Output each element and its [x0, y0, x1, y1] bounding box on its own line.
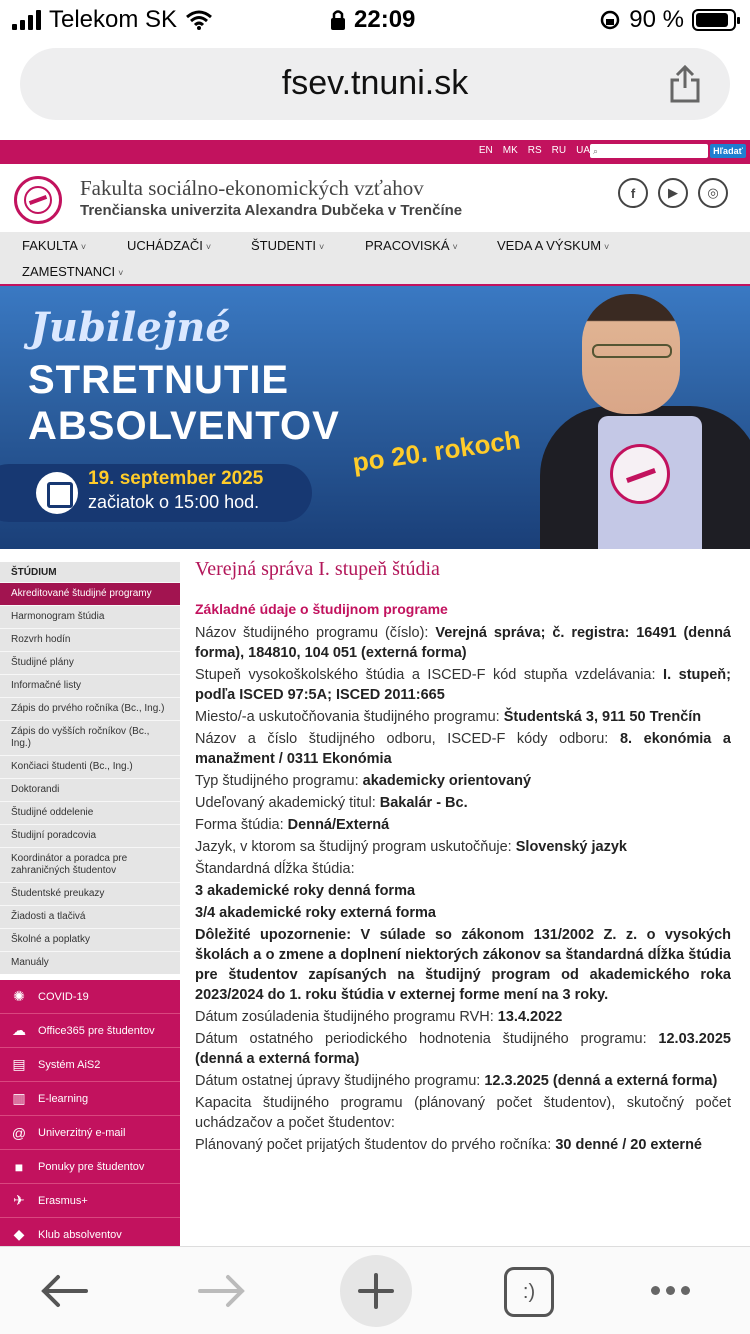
status-bar — [0, 0, 750, 40]
quick-link-label: Office365 pre študentov — [38, 1024, 155, 1037]
detail-value: Verejná správa; č. registra: 16491 (denná forma), 184810, 104 051 (externá forma) — [195, 625, 731, 661]
new-tab-button[interactable] — [340, 1255, 412, 1327]
nav-label: UCHÁDZAČI — [127, 238, 203, 253]
sidebar-item-zapis-vyssi[interactable]: Zápis do vyšších ročníkov (Bc., Ing.) — [0, 720, 180, 755]
search-icon: ⌕ — [593, 146, 599, 156]
detail-label: Názov a číslo študijného odboru, ISCED-F kódy odboru: — [195, 731, 620, 747]
instagram-icon[interactable]: ◎ — [698, 178, 728, 208]
detail-value: Slovenský jazyk — [515, 839, 627, 855]
detail-label: Kapacita študijného programu (plánovaný počet študentov), skutočný počet uchádzačov a počet študentov: — [195, 1095, 731, 1131]
quick-link-covid[interactable] — [0, 980, 180, 1014]
emblem-icon — [610, 444, 670, 504]
nav-label: VEDA A VÝSKUM — [497, 238, 602, 253]
sidebar-item-harmonogram[interactable]: Harmonogram štúdia — [0, 605, 180, 628]
facebook-icon[interactable]: f — [618, 178, 648, 208]
sidebar-item-akreditovane[interactable]: Akreditované študijné programy — [0, 582, 180, 605]
detail-row — [195, 837, 731, 857]
sidebar-item-skolne[interactable]: Školné a poplatky — [0, 928, 180, 951]
lang-mk[interactable]: MK — [502, 145, 518, 156]
back-arrow-icon — [40, 1273, 88, 1309]
sidebar-quick-links — [0, 980, 180, 1252]
url-text[interactable]: fsev.tnuni.sk — [281, 64, 469, 102]
detail-label: Typ študijného programu: — [195, 773, 363, 789]
quick-link-label: E-learning — [38, 1092, 89, 1105]
detail-row — [195, 815, 731, 835]
briefcase-icon: ■ — [14, 1158, 24, 1175]
detail-label: Dátum zosúladenia študijného programu RVH: — [195, 1009, 498, 1025]
nav-pracoviska[interactable] — [365, 238, 458, 253]
detail-row — [195, 1135, 731, 1155]
chart-icon: ▥ — [12, 1090, 26, 1106]
back-button[interactable] — [36, 1257, 92, 1325]
battery-percent: 90 % — [629, 6, 684, 33]
sidebar-item-zapis-prvy[interactable]: Zápis do prvého ročníka (Bc., Ing.) — [0, 697, 180, 720]
quick-link-erasmus[interactable] — [0, 1184, 180, 1218]
detail-label: Forma štúdia: — [195, 817, 288, 833]
detail-label: Udeľovaný akademický titul: — [195, 795, 380, 811]
detail-value: Dôležité upozornenie: V súlade so zákonom 131/2002 Z. z. o vysokých školách a o zmene a doplnení niektorých zákonov sa štandardná dĺžka štúdia pre študentov zapísaných na študijný program od akademického roka 2023/2024 do 1. roku štúdia v externej forme mení na 3 roky. — [195, 927, 731, 1003]
detail-row — [195, 1007, 731, 1027]
detail-label: Plánovaný počet prijatých študentov do prvého ročníka: — [195, 1137, 556, 1153]
sidebar-item-poradcovia[interactable]: Študijní poradcovia — [0, 824, 180, 847]
detail-label: Dátum ostatnej úpravy študijného programu: — [195, 1073, 485, 1089]
quick-link-label: Erasmus+ — [38, 1194, 88, 1207]
at-icon: @ — [11, 1124, 27, 1141]
detail-row — [195, 1029, 731, 1069]
quick-link-office365[interactable] — [0, 1014, 180, 1048]
detail-row — [195, 881, 731, 901]
chevron-down-icon: ˅ — [205, 242, 212, 252]
nav-label: PRACOVISKÁ — [365, 238, 450, 253]
sidebar-item-doktorandi[interactable]: Doktorandi — [0, 778, 180, 801]
sidebar-item-informacne-listy[interactable]: Informačné listy — [0, 674, 180, 697]
nav-label: FAKULTA — [22, 238, 78, 253]
rotation-lock-icon — [599, 9, 621, 31]
banner-script-title: Jubilejné — [30, 304, 231, 351]
more-dots-icon — [648, 1282, 693, 1300]
chevron-down-icon: ˅ — [118, 268, 124, 278]
plus-icon — [356, 1271, 396, 1311]
quick-link-label: Univerzitný e-mail — [38, 1126, 126, 1139]
forward-arrow-icon — [198, 1273, 246, 1309]
banner-person-photo — [540, 294, 750, 549]
detail-label: Štandardná dĺžka štúdia: — [195, 861, 355, 877]
page-title: Verejná správa I. stupeň štúdia — [195, 558, 440, 580]
sidebar-heading: ŠTÚDIUM — [0, 562, 180, 582]
site-header — [0, 164, 750, 232]
detail-value: 13.4.2022 — [497, 1009, 563, 1025]
alumni-banner[interactable] — [0, 286, 750, 549]
chevron-down-icon: ˅ — [452, 242, 458, 252]
quick-link-label: Klub absolventov — [38, 1228, 122, 1241]
site-top-strip — [0, 140, 750, 164]
browser-toolbar — [0, 1246, 750, 1334]
section-heading: Základné údaje o študijnom programe — [195, 601, 448, 617]
university-name[interactable]: Trenčianska univerzita Alexandra Dubčeka v Trenčíne — [80, 202, 463, 219]
detail-value: Študentská 3, 911 50 Trenčín — [503, 709, 702, 725]
detail-value: 30 denné / 20 externé — [555, 1137, 702, 1153]
chevron-down-icon: ˅ — [80, 242, 87, 252]
banner-date: 19. september 2025 — [88, 468, 264, 489]
youtube-icon[interactable]: ▶ — [658, 178, 688, 208]
detail-value: I. stupeň; podľa ISCED 97:5A; ISCED 2011:665 — [195, 667, 731, 703]
signal-icon — [12, 10, 41, 30]
banner-title-line1: STRETNUTIE — [28, 358, 290, 402]
university-logo[interactable] — [14, 176, 62, 224]
calendar-icon — [36, 472, 78, 514]
quick-link-label: Ponuky pre študentov — [38, 1160, 145, 1173]
site-search-input[interactable] — [590, 147, 708, 161]
quick-link-ais2[interactable] — [0, 1048, 180, 1082]
lang-en[interactable]: EN — [478, 145, 493, 156]
chevron-down-icon: ˅ — [604, 242, 610, 252]
nav-label: ŠTUDENTI — [251, 238, 316, 253]
main-content — [195, 558, 731, 1248]
lang-rs[interactable]: RS — [527, 145, 542, 156]
detail-label: Miesto/-a uskutočňovania študijného programu: — [195, 709, 504, 725]
detail-value: 8. ekonómia a manažment / 0311 Ekonómia — [195, 731, 731, 767]
site-search — [590, 144, 708, 158]
detail-label: Dátum ostatného periodického hodnotenia študijného programu: — [195, 1031, 659, 1047]
detail-value: 12.3.2025 (denná a externá forma) — [484, 1073, 718, 1089]
clock-group — [330, 6, 415, 34]
sidebar-item-ziadosti[interactable]: Žiadosti a tlačivá — [0, 905, 180, 928]
detail-row — [195, 729, 731, 769]
clock: 22:09 — [354, 6, 416, 33]
detail-row — [195, 903, 731, 923]
share-icon[interactable] — [668, 64, 702, 104]
detail-value: Denná/Externá — [287, 817, 390, 833]
quick-link-email[interactable] — [0, 1116, 180, 1150]
lang-ua[interactable]: UA — [576, 145, 590, 156]
program-details — [195, 623, 731, 1155]
nav-label: ZAMESTNANCI — [22, 264, 116, 279]
quick-link-label: Systém AiS2 — [38, 1058, 101, 1071]
detail-label: Stupeň vysokoškolského štúdia a ISCED-F kód stupňa vzdelávania: — [195, 667, 664, 683]
banner-title-line2: ABSOLVENTOV — [28, 404, 340, 448]
quick-link-elearning[interactable] — [0, 1082, 180, 1116]
detail-value: 3/4 akademické roky externá forma — [195, 905, 436, 921]
detail-label: Názov študijného programu (číslo): — [195, 625, 436, 641]
more-button[interactable] — [645, 1257, 695, 1325]
sidebar — [0, 562, 180, 1252]
virus-icon: ✺ — [13, 988, 25, 1004]
sidebar-item-koordinator[interactable]: Koordinátor a poradca pre zahraničných študentov — [0, 847, 180, 882]
lock-icon — [330, 9, 346, 31]
cloud-icon: ☁ — [12, 1022, 26, 1038]
main-nav — [0, 232, 750, 286]
detail-value: 12.03.2025 (denná a externá forma) — [195, 1031, 731, 1067]
detail-row — [195, 1093, 731, 1133]
sidebar-study-menu — [0, 582, 180, 974]
sidebar-item-preukazy[interactable]: Študentské preukazy — [0, 882, 180, 905]
detail-row — [195, 793, 731, 813]
quick-link-ponuky[interactable] — [0, 1150, 180, 1184]
banner-start-time: začiatok o 15:00 hod. — [88, 492, 260, 512]
banner-years: po 20. rokoch — [350, 424, 523, 478]
battery-group — [599, 6, 736, 34]
carrier-group — [12, 6, 213, 34]
tabs-button[interactable]: :) — [504, 1267, 554, 1317]
wifi-icon — [185, 10, 213, 30]
sidebar-item-studijne-oddelenie[interactable]: Študijné oddelenie — [0, 801, 180, 824]
social-links — [618, 178, 728, 208]
lang-ru[interactable]: RU — [551, 145, 567, 156]
nav-zamestnanci[interactable] — [22, 264, 123, 279]
airplane-icon: ✈ — [13, 1192, 25, 1208]
detail-row — [195, 623, 731, 663]
detail-value: Bakalár - Bc. — [379, 795, 468, 811]
language-switcher — [479, 145, 590, 156]
battery-icon — [692, 9, 736, 31]
detail-row — [195, 1071, 731, 1091]
quick-link-label: COVID-19 — [38, 990, 89, 1003]
detail-row — [195, 665, 731, 705]
nav-fakulta[interactable] — [22, 238, 86, 253]
detail-row — [195, 707, 731, 727]
detail-row — [195, 925, 731, 1005]
sidebar-item-rozvrh[interactable]: Rozvrh hodín — [0, 628, 180, 651]
chevron-down-icon: ˅ — [319, 242, 325, 252]
carrier-name: Telekom SK — [49, 6, 178, 33]
address-bar[interactable] — [20, 48, 730, 120]
graduation-cap-icon: ◆ — [13, 1226, 25, 1242]
detail-value: akademicky orientovaný — [362, 773, 532, 789]
detail-value: 3 akademické roky denná forma — [195, 883, 416, 899]
nav-uchadzaci[interactable] — [127, 238, 211, 253]
nav-veda-a-vyskum[interactable] — [497, 238, 609, 253]
sidebar-item-manualy[interactable]: Manuály — [0, 951, 180, 974]
sidebar-item-studijne-plany[interactable]: Študijné plány — [0, 651, 180, 674]
detail-row — [195, 859, 731, 879]
detail-label: Jazyk, v ktorom sa študijný program uskutočňuje: — [195, 839, 516, 855]
document-icon: ▤ — [12, 1056, 26, 1072]
search-button[interactable]: Hľadať — [710, 144, 746, 158]
forward-button[interactable] — [194, 1257, 250, 1325]
faculty-name[interactable]: Fakulta sociálno-ekonomických vzťahov — [80, 176, 424, 200]
detail-row — [195, 771, 731, 791]
nav-studenti[interactable] — [251, 238, 324, 253]
sidebar-item-konciaci[interactable]: Končiaci študenti (Bc., Ing.) — [0, 755, 180, 778]
